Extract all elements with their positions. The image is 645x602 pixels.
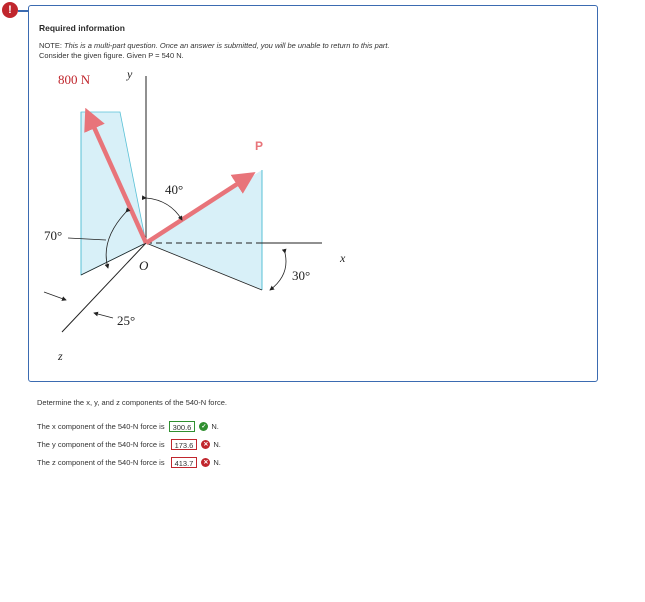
- note-label: NOTE:: [39, 41, 62, 50]
- answer-label-y: The y component of the 540-N force is: [37, 439, 165, 449]
- check-icon: ✓: [201, 423, 207, 430]
- arc-40: [146, 198, 182, 220]
- answer-row-x: [37, 420, 219, 432]
- label-30: 30°: [292, 268, 311, 283]
- plane-800n: [81, 112, 146, 275]
- label-25: 25°: [117, 313, 136, 328]
- x-icon: ✕: [203, 441, 209, 448]
- label-70: 70°: [44, 228, 63, 243]
- label-y-axis: y: [127, 67, 133, 81]
- arc-30: [270, 253, 286, 290]
- answer-input-z[interactable]: 413.7: [171, 457, 198, 468]
- given-text: Consider the given figure. Given P = 540 N.: [39, 51, 184, 60]
- answer-input-y[interactable]: 173.6: [171, 439, 198, 450]
- leader-z: [44, 292, 66, 300]
- answer-unit-y: N.: [213, 439, 221, 449]
- note-text: This is a multi-part question. Once an answer is submitted, you will be unable to return to this part.: [64, 41, 390, 50]
- leader-25: [94, 313, 113, 318]
- question-text: Determine the x, y, and z components of the 540-N force.: [37, 398, 227, 407]
- answer-unit-z: N.: [213, 457, 221, 467]
- alert-icon: !: [2, 2, 18, 18]
- info-title: Required information: [39, 23, 125, 33]
- answer-unit-x: N.: [211, 421, 219, 431]
- answer-input-x[interactable]: 300.6: [169, 421, 196, 432]
- label-40: 40°: [165, 182, 184, 197]
- label-o: O: [139, 258, 149, 273]
- answer-row-z: [37, 456, 221, 468]
- label-x-axis: x: [340, 251, 346, 265]
- label-p: P: [255, 139, 264, 153]
- label-800n: 800 N: [58, 72, 91, 87]
- answer-label-z: The z component of the 540-N force is: [37, 457, 165, 467]
- x-icon: ✕: [203, 459, 209, 466]
- answer-row-y: [37, 438, 221, 450]
- label-z-axis: z: [58, 349, 63, 363]
- answer-label-x: The x component of the 540-N force is: [37, 421, 165, 431]
